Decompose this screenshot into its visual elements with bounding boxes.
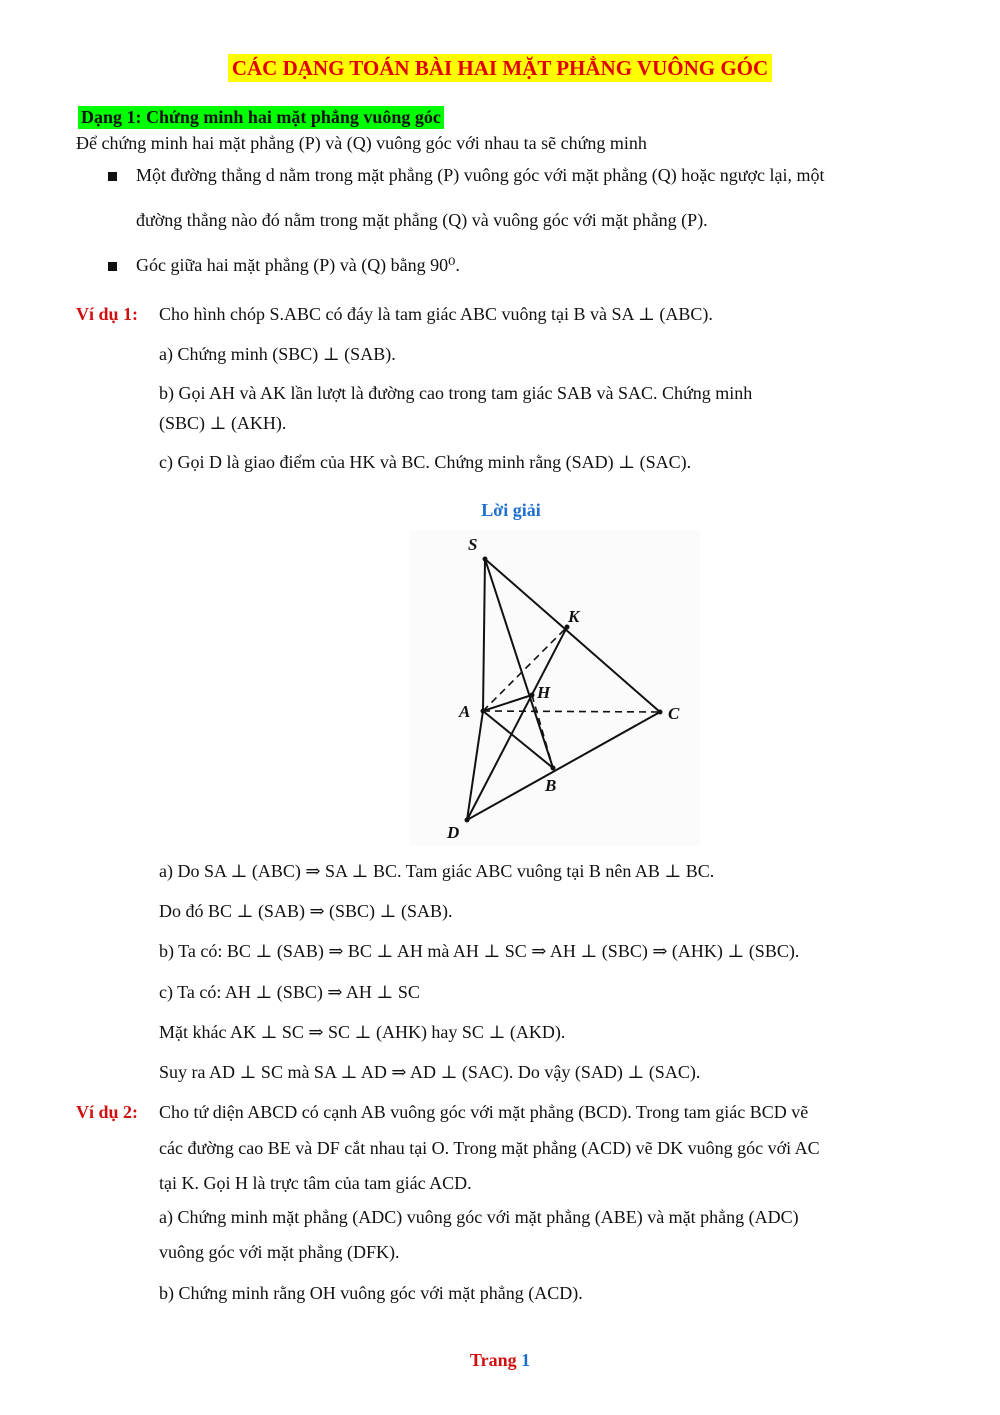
example-2-line-2: các đường cao BE và DF cắt nhau tại O. Trong mặt phẳng (ACD) vẽ DK vuông góc với AC xyxy=(159,1138,820,1158)
example-1-part-b-cont: (SBC) ⊥ (AKH). xyxy=(159,413,287,433)
pyramid-figure xyxy=(410,530,700,846)
solution-label: Lời giải xyxy=(481,500,541,520)
solution-line-1: a) Do SA ⊥ (ABC) ⇒ SA ⊥ BC. Tam giác ABC vuông tại B nên AB ⊥ BC. xyxy=(159,861,715,881)
example-2-line-6: b) Chứng minh rằng OH vuông góc với mặt phẳng (ACD). xyxy=(159,1283,583,1303)
solution-line-5: Mặt khác AK ⊥ SC ⇒ SC ⊥ (AHK) hay SC ⊥ (AKD). xyxy=(159,1022,566,1042)
point-B xyxy=(551,766,556,771)
bullet-square-icon xyxy=(108,262,117,271)
example-2-line-4: a) Chứng minh mặt phẳng (ADC) vuông góc với mặt phẳng (ABE) và mặt phẳng (ADC) xyxy=(159,1207,799,1227)
bullet-square-icon xyxy=(108,172,117,181)
bullet-2-line-1: Góc giữa hai mặt phẳng (P) và (Q) bằng 90⁰. xyxy=(136,255,460,275)
label-B: B xyxy=(545,776,557,795)
label-A: A xyxy=(459,702,471,721)
label-H: H xyxy=(537,683,551,702)
figure-background xyxy=(410,530,700,846)
example-2-line-5: vuông góc với mặt phẳng (DFK). xyxy=(159,1242,400,1262)
footer-word: Trang xyxy=(469,1350,517,1370)
example-1-label: Ví dụ 1: xyxy=(76,304,139,324)
label-C: C xyxy=(668,704,680,723)
example-1-part-b: b) Gọi AH và AK lần lượt là đường cao trong tam giác SAB và SAC. Chứng minh xyxy=(159,383,753,403)
footer-page-number: 1 xyxy=(521,1350,531,1370)
solution-line-4: c) Ta có: AH ⊥ (SBC) ⇒ AH ⊥ SC xyxy=(159,982,420,1002)
bullet-1-line-1: Một đường thẳng d nằm trong mặt phẳng (P) vuông góc với mặt phẳng (Q) hoặc ngược lại, một xyxy=(136,165,825,185)
bullet-1-line-2: đường thẳng nào đó nằm trong mặt phẳng (Q) và vuông góc với mặt phẳng (P). xyxy=(136,210,708,230)
label-K: K xyxy=(568,607,580,626)
label-D: D xyxy=(447,823,460,842)
solution-line-6: Suy ra AD ⊥ SC mà SA ⊥ AD ⇒ AD ⊥ (SAC). Do vậy (SAD) ⊥ (SAC). xyxy=(159,1062,701,1082)
example-1-statement: Cho hình chóp S.ABC có đáy là tam giác ABC vuông tại B và SA ⊥ (ABC). xyxy=(159,304,713,324)
example-2-line-1: Cho tứ diện ABCD có cạnh AB vuông góc với mặt phẳng (BCD). Trong tam giác BCD vẽ xyxy=(159,1102,809,1122)
solution-line-3: b) Ta có: BC ⊥ (SAB) ⇒ BC ⊥ AH mà AH ⊥ SC ⇒ AH ⊥ (SBC) ⇒ (AHK) ⊥ (SBC). xyxy=(159,941,800,961)
point-A xyxy=(481,709,486,714)
example-1-part-a: a) Chứng minh (SBC) ⊥ (SAB). xyxy=(159,344,396,364)
point-S xyxy=(483,557,488,562)
point-H xyxy=(530,693,535,698)
example-1-part-c: c) Gọi D là giao điểm của HK và BC. Chứng minh rằng (SAD) ⊥ (SAC). xyxy=(159,452,692,472)
page-title-text: CÁC DẠNG TOÁN BÀI HAI MẶT PHẲNG VUÔNG GÓC xyxy=(228,54,772,82)
point-C xyxy=(658,710,663,715)
solution-line-2: Do đó BC ⊥ (SAB) ⇒ (SBC) ⊥ (SAB). xyxy=(159,901,453,921)
example-2-line-3: tại K. Gọi H là trực tâm của tam giác ACD. xyxy=(159,1173,472,1193)
edge-AC-dashed xyxy=(483,711,660,712)
section-heading: Dạng 1: Chứng minh hai mặt phẳng vuông góc xyxy=(78,106,444,129)
label-S: S xyxy=(468,535,478,554)
intro-text: Để chứng minh hai mặt phẳng (P) và (Q) vuông góc với nhau ta sẽ chứng minh xyxy=(76,133,647,153)
example-2-label: Ví dụ 2: xyxy=(76,1102,139,1122)
page-footer xyxy=(0,1350,1000,1371)
page-title xyxy=(0,56,1000,81)
point-D xyxy=(465,818,470,823)
